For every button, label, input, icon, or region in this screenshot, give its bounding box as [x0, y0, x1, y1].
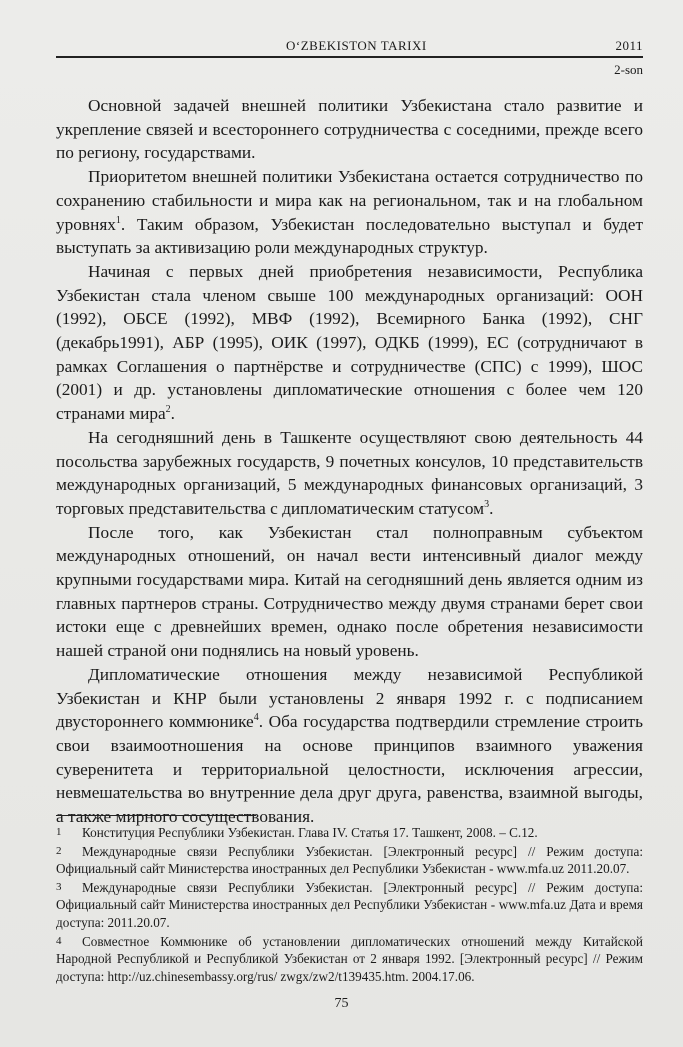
journal-year: 2011: [615, 38, 643, 53]
paragraph: Дипломатические отношения между независимой Республикой Узбекистан и КНР были установлены 2 января 1992 г. с подписанием двустороннего коммюнике$^4$. Оба государства подтвердили стремление строить свои взаимоотношения на основе принципов взаимного уважения суверенитета и территориальной целостности, исключения агрессии, невмешательства во внутренние дела друг друга, равенства, взаимной выгоды, а также мирного сосуществования.: [56, 664, 643, 827]
footnote-ref[interactable]: 3: [484, 499, 490, 511]
footnote-number: 1: [56, 826, 62, 838]
footnote-number: 4: [56, 934, 62, 947]
footnote: 1 Конституция Республики Узбекистан. Глава IV. Статья 17. Ташкент, 2008. – С.12.: [56, 825, 538, 840]
page-number: 75: [334, 996, 349, 1011]
footnote-number: 3: [56, 880, 62, 893]
journal-title: O‘ZBEKISTON TARIXI: [286, 38, 427, 53]
footnote: 4 Совместное Коммюнике об установлении дипломатических отношений между Китайской Народной Республикой и Республикой Узбекистан от 2 января 1992. [Электронный ресурс] // Режим доступа: http://uz.chinesembassy.org/rus/ zwgx/zw2/t139435.htm. 2004.17.06.: [56, 933, 643, 984]
running-header: [56, 38, 643, 58]
footnote-ref[interactable]: 4: [253, 712, 259, 724]
footnote-ref[interactable]: 1: [115, 214, 121, 226]
paragraph: Основной задачей внешней политики Узбекистана стало развитие и укрепление связей и всестороннего сотрудничества с соседними, прежде всего по региону, государствами.: [56, 96, 643, 163]
body-text: [56, 94, 643, 829]
footnote-ref[interactable]: 2: [165, 404, 171, 416]
footnote: 2 Международные связи Республики Узбекистан. [Электронный ресурс] // Режим доступа: Официальный сайт Министерства иностранных дел Республики Узбекистан - www.mfa.uz 2011.20.07.: [56, 843, 643, 877]
paragraph: Приоритетом внешней политики Узбекистана остается сотрудничество по сохранению стабильности и мира как на региональном, так и на глобальном уровнях$^1$. Таким образом, Узбекистан последовательно выступал и будет выступать за активизацию роли международных структур.: [56, 167, 643, 258]
footnote-divider: [56, 815, 256, 816]
paragraph: На сегодняшний день в Ташкенте осуществляют свою деятельность 44 посольства зарубежных государств, 9 почетных консулов, 10 представительств международных организаций, 5 международных финансовых организаций, 3 торговых представительства с дипломатическим статусом$^3$.: [56, 427, 643, 518]
paragraph: После того, как Узбекистан стал полноправным субъектом международных отношений, он начал вести интенсивный диалог между крупными государствами мира. Китай на сегодняшний день является одним из главных партнеров страны. Сотрудничество между двумя странами берет свои истоки еще с древнейших времен, однако после обретения независимости нашей страной они поднялись на новый уровень.: [56, 522, 643, 661]
footnotes: [56, 824, 643, 986]
footnote-number: 2: [56, 844, 62, 857]
paragraph: Начиная с первых дней приобретения независимости, Республика Узбекистан стала членом свыше 100 международных организаций: ООН (1992), ОБСЕ (1992), МВФ (1992), Всемирного Банка (1992), СНГ (декабрь1991), АБР (1995), ОИК (1997), ОДКБ (1999), ЕС (сотрудничают в рамках Соглашения о партнёрстве и сотрудничестве (СПС) с 1999), ШОС (2001) и др. установлены дипломатические отношения с более чем 120 странами мира$^2$.: [56, 261, 643, 424]
footnote: 3 Международные связи Республики Узбекистан. [Электронный ресурс] // Режим доступа: Официальный сайт Министерства иностранных дел Республики Узбекистан - www.mfa.uz Дата и время доступа: 2011.20.07.: [56, 879, 643, 930]
issue-number: 2-son: [614, 62, 643, 77]
